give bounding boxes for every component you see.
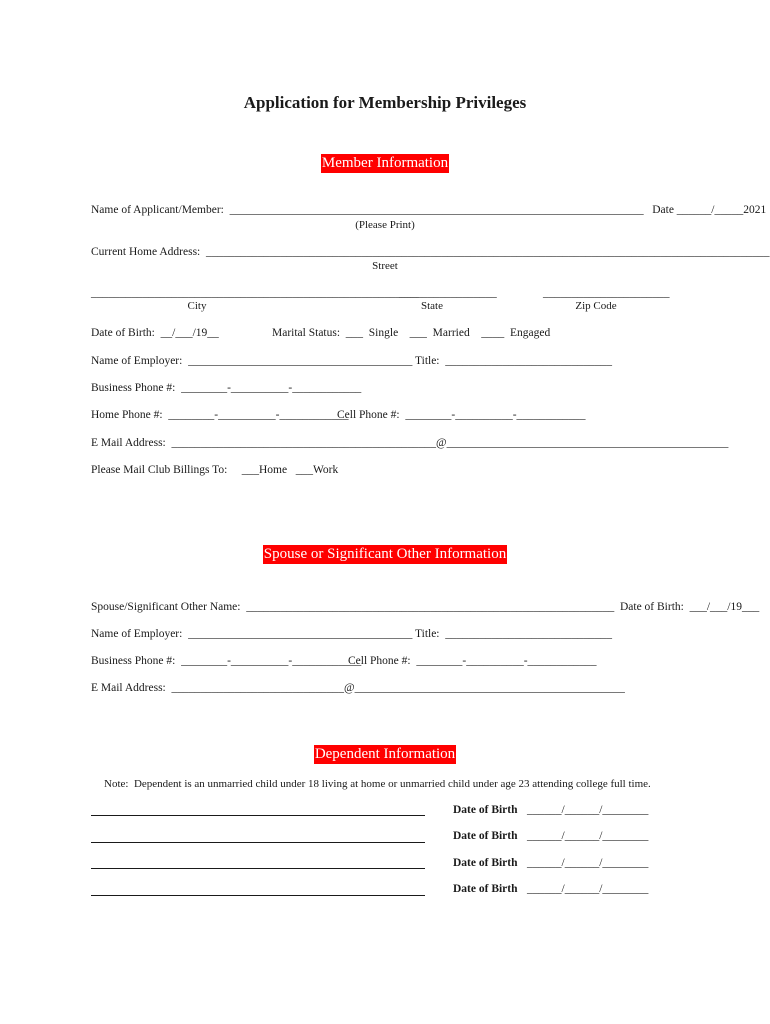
dependent-dob-label: Date of Birth (453, 857, 518, 869)
state-field[interactable]: _________________ (399, 287, 497, 299)
applicant-name-field[interactable]: Name of Applicant/Member: ________________________________________________________________________ Date ______/_____2021 (91, 204, 767, 216)
dependent-dob-label: Date of Birth (453, 830, 518, 842)
dependent-name-line[interactable] (91, 868, 425, 869)
page-title: Application for Membership Privileges (243, 93, 527, 112)
city-caption: City (187, 300, 207, 312)
spouse-email-field[interactable]: E Mail Address: ______________________________@_______________________________________________ (91, 682, 625, 694)
state-caption: State (421, 300, 443, 312)
dependent-dob-field[interactable]: ______/______/________ (527, 857, 649, 869)
dependent-dob-field[interactable]: ______/______/________ (527, 883, 649, 895)
applicant-dob-field[interactable]: Date of Birth: __/___/19__ (91, 327, 219, 339)
home-address-field[interactable]: Current Home Address: __________________________________________________________________________________________________ (91, 246, 770, 258)
billing-preference-options[interactable]: Please Mail Club Billings To: ___Home ___Work (91, 464, 339, 476)
dependent-dob-field[interactable]: ______/______/________ (527, 804, 649, 816)
street-caption: Street (372, 260, 398, 272)
dependent-name-line[interactable] (91, 895, 425, 896)
dependent-dob-label: Date of Birth (453, 883, 518, 895)
zip-caption: Zip Code (575, 300, 617, 312)
please-print-caption: (Please Print) (355, 219, 415, 231)
spouse-section-header-wrap (0, 545, 770, 564)
dependent-dob-field[interactable]: ______/______/________ (527, 830, 649, 842)
applicant-business-phone-field[interactable]: Business Phone #: ________-__________-____________ (91, 382, 362, 394)
spouse-section-header: Spouse or Significant Other Information (263, 546, 507, 562)
dependent-dob-label: Date of Birth (453, 804, 518, 816)
dependent-name-line[interactable] (91, 815, 425, 816)
dependent-section-header: Dependent Information (314, 746, 456, 762)
spouse-business-phone-field[interactable]: Business Phone #: ________-__________-____________ (91, 655, 362, 667)
applicant-home-phone-field[interactable]: Home Phone #: ________-__________-____________ (91, 409, 349, 421)
zip-field[interactable]: ______________________ (543, 287, 670, 299)
applicant-employer-field[interactable]: Name of Employer: _______________________________________ Title: _____________________________ (91, 355, 613, 367)
applicant-email-field[interactable]: E Mail Address: ______________________________________________@_________________________________________________ (91, 437, 729, 449)
member-section-header: Member Information (321, 155, 449, 171)
member-section-header-wrap (0, 154, 770, 173)
spouse-cell-phone-field[interactable]: Cell Phone #: ________-__________-____________ (348, 655, 597, 667)
city-field[interactable]: _________________________________________________________ (91, 287, 419, 299)
dependent-section-header-wrap (0, 745, 770, 764)
marital-status-options[interactable]: Marital Status: ___ Single ___ Married ____ Engaged (272, 327, 551, 339)
spouse-name-field[interactable]: Spouse/Significant Other Name: ________________________________________________________________ Date of Birth: ___/___/19___ (91, 601, 760, 613)
spouse-employer-field[interactable]: Name of Employer: _______________________________________ Title: _____________________________ (91, 628, 613, 640)
dependent-name-line[interactable] (91, 842, 425, 843)
dependent-note: Note: Dependent is an unmarried child under 18 living at home or unmarried child under age 23 attending college full time. (104, 778, 651, 790)
applicant-cell-phone-field[interactable]: Cell Phone #: ________-__________-____________ (337, 409, 586, 421)
